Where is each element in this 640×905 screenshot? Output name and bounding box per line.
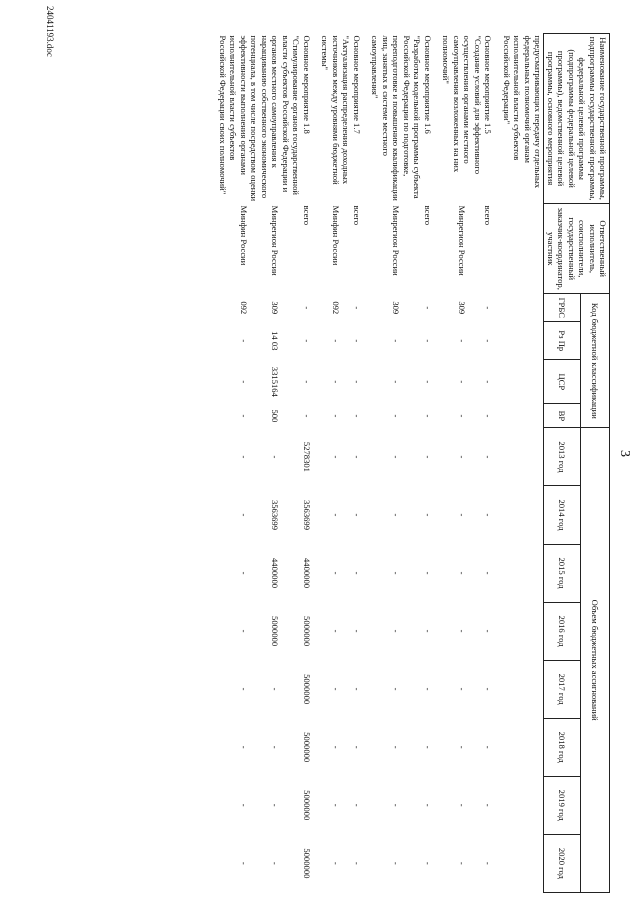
code-cell: -: [351, 339, 362, 343]
amount-cell: -: [330, 571, 341, 575]
amount-cell: -: [391, 455, 402, 459]
amount-cell: -: [422, 571, 433, 575]
amount-cell: -: [330, 745, 341, 749]
header-code-grbs: ГРБС: [544, 294, 581, 322]
amount-cell: -: [270, 861, 281, 865]
amount-cell: -: [483, 861, 494, 865]
code-cell: -: [301, 380, 312, 384]
executor-cell: всего: [351, 205, 362, 226]
code-cell: -: [238, 414, 249, 418]
measure-title: Основное мероприятие 1.7 "Актуализация распределения доходных источников между уровнями бюджетной системы": [320, 35, 362, 185]
measure-title: Основное мероприятие 1.6 "Разработка модельной программы субъекта Российской Федерации по подготовке, переподготовке и повышению квалификации лиц, занятых в системе местного самоуправления": [370, 35, 433, 201]
table-row: [280, 34, 311, 893]
amount-cell: -: [351, 803, 362, 807]
header-budget-group: Объем бюджетных ассигнований: [581, 428, 610, 893]
table-row: [341, 34, 362, 893]
amount-cell: -: [238, 687, 249, 691]
amount-cell: -: [330, 513, 341, 517]
header-code-rzpr: Рз Пр: [544, 322, 581, 360]
amount-cell: 5000000: [301, 848, 312, 879]
header-year: 2020 год: [544, 834, 581, 892]
header-year: 2014 год: [544, 486, 581, 544]
code-cell: -: [422, 339, 433, 343]
carry-over-row: [501, 34, 543, 893]
amount-cell: 5000000: [301, 732, 312, 763]
amount-cell: -: [422, 687, 433, 691]
amount-cell: -: [391, 629, 402, 633]
header-code-group: Код бюджетной классификации: [581, 294, 610, 428]
header-year: 2013 год: [544, 428, 581, 486]
table-row: [467, 34, 493, 893]
amount-cell: -: [483, 513, 494, 517]
amount-cell: -: [238, 803, 249, 807]
doc-footer: 24041193.doc: [45, 6, 55, 57]
budget-table: [210, 33, 610, 893]
code-cell: 14 03: [270, 331, 281, 351]
amount-cell: 5000000: [301, 616, 312, 647]
code-cell: -: [301, 306, 312, 310]
amount-cell: -: [456, 513, 467, 517]
code-cell: -: [483, 339, 494, 343]
header-program: Наименование государственной программы, подпрограммы государственной программы, федеральной целевой программы (подпрограммы федеральной целевой программы), ведомственной целевой программы, основного мероприятия: [544, 34, 610, 204]
amount-cell: -: [456, 803, 467, 807]
code-cell: -: [456, 339, 467, 343]
carry-over-text: предусматривающих передачу отдельных федеральных полномочий органам исполнительной власти субъектов Российской Федерации": [501, 35, 544, 189]
amount-cell: -: [391, 687, 402, 691]
page-number: 3: [617, 450, 632, 457]
amount-cell: -: [391, 513, 402, 517]
amount-cell: -: [456, 629, 467, 633]
amount-cell: -: [238, 861, 249, 865]
amount-cell: -: [270, 745, 281, 749]
header-code-csr: ЦСР: [544, 360, 581, 404]
code-cell: 309: [270, 301, 281, 315]
amount-cell: -: [330, 687, 341, 691]
executor-cell: Минфин России: [330, 205, 341, 266]
amount-cell: 4400000: [301, 557, 312, 589]
amount-cell: -: [351, 745, 362, 749]
code-cell: -: [330, 339, 341, 343]
code-cell: 092: [238, 301, 249, 315]
amount-cell: -: [456, 455, 467, 459]
executor-cell: всего: [483, 205, 494, 226]
code-cell: -: [330, 414, 341, 418]
amount-cell: -: [330, 803, 341, 807]
amount-cell: -: [456, 861, 467, 865]
measure-title: Основное мероприятие 1.5 "Создание условий для эффективного осуществления органами местного самоуправления возложенных на них полномочий": [441, 35, 494, 175]
amount-cell: 3563699: [301, 499, 312, 531]
amount-cell: -: [391, 571, 402, 575]
amount-cell: -: [391, 861, 402, 865]
code-cell: -: [391, 414, 402, 418]
executor-cell: Минрегион России: [456, 205, 467, 276]
code-cell: -: [483, 306, 494, 310]
code-cell: -: [391, 380, 402, 384]
code-cell: -: [351, 380, 362, 384]
amount-cell: -: [456, 745, 467, 749]
amount-cell: -: [483, 687, 494, 691]
amount-cell: -: [238, 571, 249, 575]
header-year: 2015 год: [544, 544, 581, 602]
amount-cell: -: [422, 629, 433, 633]
amount-cell: -: [270, 687, 281, 691]
amount-cell: -: [351, 861, 362, 865]
amount-cell: -: [483, 745, 494, 749]
amount-cell: -: [238, 513, 249, 517]
amount-cell: -: [456, 571, 467, 575]
amount-cell: -: [330, 629, 341, 633]
code-cell: 500: [270, 409, 281, 423]
amount-cell: 5000000: [270, 616, 281, 647]
amount-cell: -: [422, 803, 433, 807]
amount-cell: -: [330, 861, 341, 865]
code-cell: -: [301, 414, 312, 418]
amount-cell: -: [483, 571, 494, 575]
measure-title: Основное мероприятие 1.8 "Стимулирование органов государственной власти субъектов Российской Федерации и органов местного самоуправления к наращиванию собственного экономического потенциала, в том числе посредством оценки эффективности выполнения органами исполнительной власти субъектов Российской Федерации своих полномочий": [218, 35, 312, 202]
executor-cell: Минрегион России: [270, 205, 281, 276]
amount-cell: -: [238, 455, 249, 459]
table-body: [210, 34, 544, 893]
amount-cell: -: [422, 745, 433, 749]
code-cell: 3315164: [270, 366, 281, 397]
header-executor: Ответственный исполнитель, соисполнители, государственный заказчик-координатор, участник: [544, 204, 610, 294]
code-cell: -: [351, 306, 362, 310]
code-cell: -: [456, 414, 467, 418]
code-cell: -: [483, 380, 494, 384]
code-cell: -: [456, 380, 467, 384]
amount-cell: -: [270, 803, 281, 807]
code-cell: -: [301, 339, 312, 343]
code-cell: -: [422, 306, 433, 310]
amount-cell: -: [270, 455, 281, 459]
amount-cell: -: [483, 629, 494, 633]
code-cell: -: [330, 380, 341, 384]
amount-cell: -: [351, 513, 362, 517]
amount-cell: -: [391, 745, 402, 749]
code-cell: 309: [456, 301, 467, 315]
amount-cell: -: [391, 803, 402, 807]
amount-cell: 5278301: [301, 441, 312, 472]
code-cell: 309: [391, 301, 402, 315]
header-year: 2019 год: [544, 776, 581, 834]
amount-cell: -: [238, 745, 249, 749]
code-cell: -: [238, 339, 249, 343]
code-cell: 092: [330, 301, 341, 315]
code-cell: -: [351, 414, 362, 418]
code-cell: -: [422, 414, 433, 418]
amount-cell: -: [351, 571, 362, 575]
amount-cell: -: [238, 629, 249, 633]
amount-cell: -: [351, 629, 362, 633]
amount-cell: -: [330, 455, 341, 459]
code-cell: -: [391, 339, 402, 343]
amount-cell: -: [351, 455, 362, 459]
header-code-vr: ВР: [544, 404, 581, 428]
amount-cell: 5000000: [301, 790, 312, 821]
amount-cell: -: [351, 687, 362, 691]
header-year: 2017 год: [544, 660, 581, 718]
amount-cell: -: [422, 861, 433, 865]
amount-cell: -: [422, 513, 433, 517]
amount-cell: -: [422, 455, 433, 459]
code-cell: -: [422, 380, 433, 384]
code-cell: -: [483, 414, 494, 418]
amount-cell: 4400000: [270, 557, 281, 589]
amount-cell: 3563699: [270, 499, 281, 531]
amount-cell: -: [456, 687, 467, 691]
amount-cell: -: [483, 803, 494, 807]
header-year: 2016 год: [544, 602, 581, 660]
executor-cell: всего: [301, 205, 312, 226]
executor-cell: Минфин России: [238, 205, 249, 266]
code-cell: -: [238, 380, 249, 384]
table-row: [401, 34, 432, 893]
amount-cell: 5000000: [301, 674, 312, 705]
header-year: 2018 год: [544, 718, 581, 776]
executor-cell: всего: [422, 205, 433, 226]
executor-cell: Минрегион России: [391, 205, 402, 276]
amount-cell: -: [483, 455, 494, 459]
